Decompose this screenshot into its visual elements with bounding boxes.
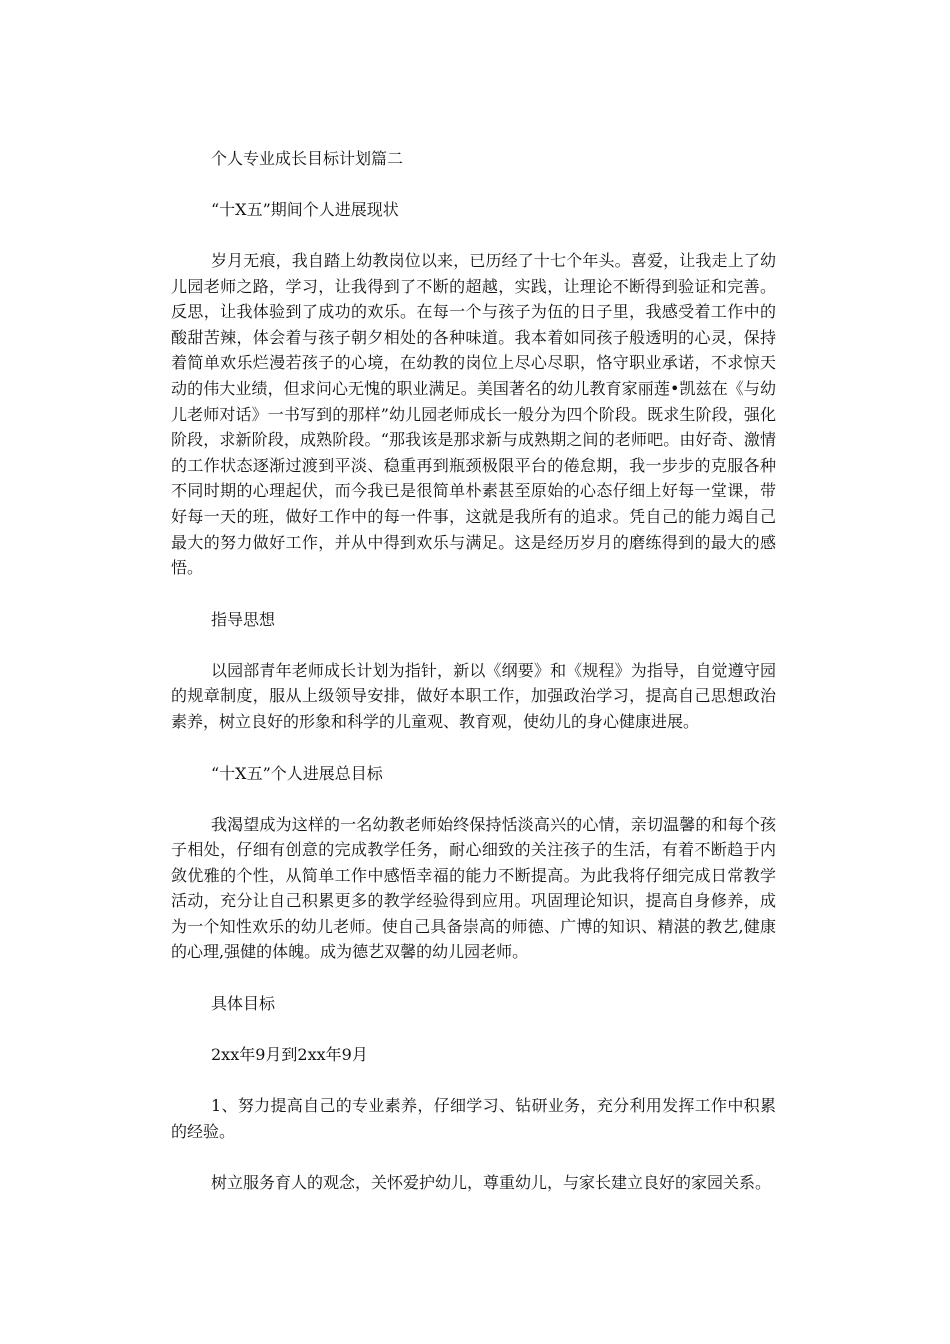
paragraph-service-concept: 树立服务育人的观念，关怀爱护幼儿，尊重幼儿，与家长建立良好的家园关系。 xyxy=(211,1173,772,1193)
date-range: 2xx年9月到2xx年9月 xyxy=(211,1045,368,1065)
document-body xyxy=(171,146,776,1196)
section-heading-specific-goals: 具体目标 xyxy=(211,994,276,1014)
list-item-1: 1、努力提高自己的专业素养，仔细学习、钻研业务，充分利用发挥工作中积累的经验。 xyxy=(171,1096,776,1141)
section-heading-guiding-thought: 指导思想 xyxy=(211,609,276,629)
section-heading-overall-goal: “十X五”个人进展总目标 xyxy=(211,763,383,783)
section-heading-status: “十X五”期间个人进展现状 xyxy=(211,200,399,219)
paragraph-guiding-thought: 以园部青年老师成长计划为指针，新以《纲要》和《规程》为指导，自觉遵守园的规章制度，服从上级领导安排，做好本职工作，加强政治学习，提高自己思想政治素养，树立良好的形象和科学的儿童观、教育观，使幼儿的身心健康进展。 xyxy=(171,660,776,731)
paragraph-status: 岁月无痕，我自踏上幼教岗位以来，已历经了十七个年头。喜爱，让我走上了幼儿园老师之路，学习，让我得到了不断的超越，实践，让理论不断得到验证和完善。反思，让我体验到了成功的欢乐。在每一个与孩子为伍的日子里，我感受着工作中的酸甜苦辣，体会着与孩子朝夕相处的各种味道。我本着如同孩子般透明的心灵，保持着简单欢乐烂漫若孩子的心境，在幼教的岗位上尽心尽职，恪守职业承诺，不求惊天动的伟大业绩，但求问心无愧的职业满足。美国著名的幼儿教育家丽莲•凯兹在《与幼儿老师对话》一书写到的那样”幼儿园老师成长一般分为四个阶段。既求生阶段，强化阶段，求新阶段，成熟阶段。“那我该是那求新与成熟期之间的老师吧。由好奇、激情的工作状态逐渐过渡到平淡、稳重再到瓶颈极限平台的倦怠期，我一步步的克服各种不同时期的心理起伏，而今我已是很简单朴素甚至原始的心态仔细上好每一堂课，带好每一天的班，做好工作中的每一件事，这就是我所有的追求。凭自己的能力竭自己最大的努力做好工作，并从中得到欢乐与满足。这是经历岁月的磨练得到的最大的感悟。 xyxy=(171,251,776,578)
document-title: 个人专业成长目标计划篇二 xyxy=(211,149,404,168)
paragraph-overall-goal: 我渴望成为这样的一名幼教老师始终保持恬淡高兴的心情，亲切温馨的和每个孩子相处，仔细有创意的完成教学任务，耐心细致的关注孩子的生活，有着不断趋于内敛优雅的个性，从简单工作中感悟幸福的能力不断提高。为此我将仔细完成日常教学活动，充分让自己积累更多的教学经验得到应用。巩固理论知识，提高自身修养，成为一个知性欢乐的幼儿老师。使自己具备崇高的师德、广博的知识、精湛的教艺,健康的心理,强健的体魄。成为德艺双馨的幼儿园老师。 xyxy=(171,814,776,962)
